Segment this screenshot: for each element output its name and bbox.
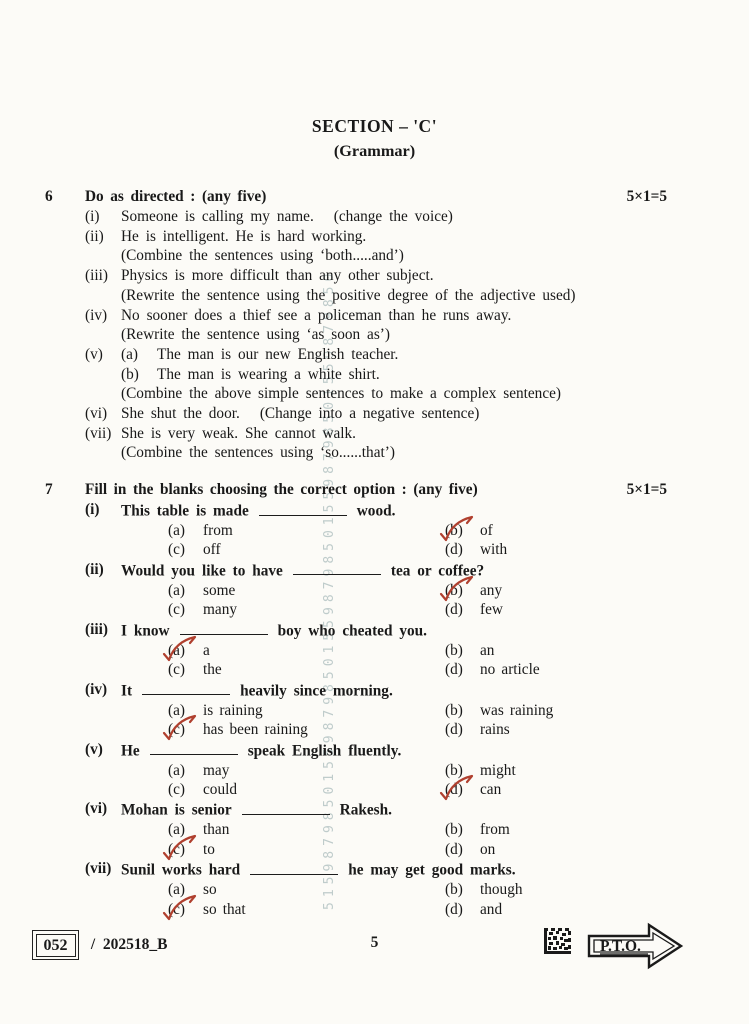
option-key-text: (d) <box>445 900 463 918</box>
option-key-text: (b) <box>445 881 463 899</box>
option-key <box>445 840 480 859</box>
page-number: 5 <box>370 934 379 951</box>
stem-after: boy who cheated you. <box>277 622 427 640</box>
question-6-items <box>85 207 667 463</box>
option-key-text: (b) <box>445 761 463 779</box>
question-number: 7 <box>45 481 53 498</box>
option-key <box>168 660 203 679</box>
item-label: (i) <box>85 208 100 225</box>
option-key <box>168 540 203 559</box>
booklet-code-value: 202518_B <box>102 935 168 953</box>
option-c <box>168 840 445 859</box>
question-7 <box>45 479 667 919</box>
option-d <box>445 660 667 679</box>
option-a <box>168 641 445 660</box>
option-key-text: (c) <box>168 661 185 679</box>
stem-before: I know <box>121 622 170 640</box>
q6-item-ii-instruction <box>85 246 667 266</box>
options <box>168 581 667 620</box>
option-key-text: (d) <box>445 781 463 798</box>
q7-item-iv <box>85 680 667 740</box>
option-c <box>168 540 445 559</box>
stem-after: heavily since morning. <box>240 682 393 700</box>
q6-item-vi <box>85 404 667 424</box>
option-key-text: (b) <box>445 701 463 719</box>
option-text: so that <box>203 900 246 918</box>
stem <box>85 500 667 521</box>
option-text: and <box>480 900 503 918</box>
stem-text <box>121 620 667 641</box>
option-key-text: (a) <box>168 881 185 899</box>
option-key-text: (d) <box>445 661 463 679</box>
option-key <box>445 701 480 720</box>
item-text: She shut the door. <box>121 405 240 423</box>
item-text: She is very weak. She cannot walk. <box>121 424 357 442</box>
item-label: (vi) <box>85 405 108 423</box>
option-text: on <box>480 840 496 858</box>
option-key-text: (a) <box>168 701 185 719</box>
option-key <box>445 581 480 600</box>
question-6-header <box>45 186 667 207</box>
item-label: (ii) <box>85 227 104 245</box>
option-key <box>168 761 203 780</box>
option-key <box>168 880 203 899</box>
option-text: with <box>480 541 508 559</box>
option-key-text: (c) <box>168 601 185 619</box>
option-b <box>445 820 667 839</box>
option-key <box>168 900 203 919</box>
option-key-text: (d) <box>445 601 463 619</box>
option-key-text: (d) <box>445 840 463 858</box>
item-text: (Combine the sentences using ‘so......that’) <box>121 444 395 462</box>
q7-item-vii <box>85 859 667 919</box>
option-key <box>168 701 203 720</box>
item-label: (vi) <box>85 800 108 818</box>
item-label: (v) <box>85 345 103 363</box>
option-key <box>168 840 203 859</box>
option-key-text: (c) <box>168 900 185 918</box>
pto-label: P.T.O. <box>600 938 641 955</box>
stem-text <box>121 500 667 521</box>
item-text: He is intelligent. He is hard working. <box>121 227 367 245</box>
option-key <box>168 641 203 660</box>
item-label: (vii) <box>85 860 112 878</box>
blank-line <box>142 680 230 696</box>
option-text: has been raining <box>203 721 308 739</box>
option-key-text: (d) <box>445 721 463 739</box>
option-text: the <box>203 661 222 679</box>
option-b <box>445 521 667 540</box>
option-key <box>445 780 480 799</box>
option-key <box>168 720 203 739</box>
stem-text <box>121 740 667 761</box>
question-7-header <box>45 479 667 500</box>
item-label <box>85 384 121 404</box>
question-7-items <box>85 500 667 919</box>
blank-line <box>250 859 338 875</box>
stem <box>85 560 667 581</box>
q7-item-vi <box>85 799 667 859</box>
stem-text <box>121 680 667 701</box>
item-text-wrap <box>121 207 667 227</box>
sub-label: (b) <box>121 365 139 383</box>
paper-code-value: 052 <box>36 934 76 957</box>
option-b <box>445 701 667 720</box>
option-key <box>168 581 203 600</box>
q6-item-iii-instruction <box>85 286 667 306</box>
option-text: is raining <box>203 701 263 719</box>
option-d <box>445 840 667 859</box>
option-text: could <box>203 781 237 798</box>
option-key <box>445 820 480 839</box>
q6-item-vii-instruction <box>85 443 667 463</box>
option-key <box>445 540 480 559</box>
stem-after: tea or coffee? <box>390 562 485 580</box>
option-text: so <box>203 881 217 899</box>
item-label: (iv) <box>85 306 108 324</box>
q7-item-iii <box>85 620 667 680</box>
option-c <box>168 780 445 799</box>
option-text: from <box>480 821 510 839</box>
option-c <box>168 660 445 679</box>
option-text: might <box>480 761 516 779</box>
option-d <box>445 600 667 619</box>
stem-before: Would you like to have <box>121 562 283 580</box>
item-text: (Combine the above simple sentences to make a complex sentence) <box>121 385 561 403</box>
item-text-wrap <box>121 345 667 365</box>
option-key <box>445 600 480 619</box>
option-c <box>168 600 445 619</box>
stem-after: he may get good marks. <box>348 861 516 879</box>
item-label: (iv) <box>85 680 108 698</box>
stem-before: Sunil works hard <box>121 861 241 879</box>
item-label: (v) <box>85 740 103 758</box>
option-key-text: (c) <box>168 781 185 798</box>
option-text: though <box>480 881 523 899</box>
stem <box>85 680 667 701</box>
option-a <box>168 761 445 780</box>
option-key-text: (d) <box>445 541 463 559</box>
blank-line <box>150 740 238 756</box>
options <box>168 880 667 919</box>
item-text: No sooner does a thief see a policeman than he runs away. <box>121 306 512 324</box>
q6-item-iv <box>85 306 667 326</box>
option-text: off <box>203 541 221 559</box>
options <box>168 761 667 800</box>
option-key <box>168 820 203 839</box>
q7-item-v <box>85 740 667 800</box>
separator-slash: / <box>90 935 96 953</box>
option-key <box>445 761 480 780</box>
question-6 <box>45 186 667 463</box>
option-text: rains <box>480 721 510 739</box>
q7-item-i <box>85 500 667 560</box>
item-text-wrap <box>121 404 667 424</box>
option-key-text: (a) <box>168 581 185 599</box>
option-text: few <box>480 601 503 619</box>
q6-item-v-b <box>85 365 667 385</box>
stem-text <box>121 859 667 880</box>
q6-item-vii <box>85 424 667 444</box>
option-text: than <box>203 821 230 839</box>
question-title: Do as directed : (any five) <box>85 188 267 205</box>
stem-before: Mohan is senior <box>121 801 232 819</box>
item-text: (Rewrite the sentence using ‘as soon as’) <box>121 326 390 344</box>
option-key-text: (a) <box>168 821 185 839</box>
item-label: (ii) <box>85 560 104 578</box>
option-text: many <box>203 601 237 619</box>
option-text: was raining <box>480 701 554 719</box>
option-text: a <box>203 641 210 659</box>
option-key <box>445 521 480 540</box>
blank-line <box>180 620 268 636</box>
stem-after: speak English fluently. <box>247 742 402 760</box>
option-b <box>445 761 667 780</box>
options <box>168 701 667 740</box>
stem-before: He <box>121 742 140 760</box>
q7-item-ii <box>85 560 667 620</box>
item-label <box>85 365 121 385</box>
section-subtitle: (Grammar) <box>333 141 416 160</box>
option-key <box>168 521 203 540</box>
option-c <box>168 720 445 739</box>
stem-after: wood. <box>356 502 396 520</box>
option-key-text: (b) <box>445 581 463 599</box>
item-label <box>85 246 121 266</box>
stem <box>85 620 667 641</box>
option-key <box>445 641 480 660</box>
option-key-text: (b) <box>445 641 463 659</box>
option-d <box>445 780 667 799</box>
question-marks: 5×1=5 <box>626 188 667 205</box>
option-key <box>445 660 480 679</box>
option-text: to <box>203 840 215 858</box>
option-key-text: (a) <box>168 761 185 779</box>
option-key-text: (a) <box>168 521 185 539</box>
q6-item-i <box>85 207 667 227</box>
item-text-wrap <box>121 365 667 385</box>
stem <box>85 859 667 880</box>
question-title: Fill in the blanks choosing the correct option : (any five) <box>85 481 478 498</box>
option-a <box>168 581 445 600</box>
option-key-text: (c) <box>168 541 185 559</box>
option-a <box>168 521 445 540</box>
item-label: (iii) <box>85 620 108 638</box>
item-text: Physics is more difficult than any other subject. <box>121 267 434 285</box>
question-marks: 5×1=5 <box>626 481 667 498</box>
option-text: no article <box>480 661 540 679</box>
option-text: of <box>480 521 493 539</box>
option-a <box>168 880 445 899</box>
q6-item-ii <box>85 227 667 247</box>
q6-item-v-a <box>85 345 667 365</box>
question-number: 6 <box>45 188 53 205</box>
item-text: (Combine the sentences using ‘both.....and’) <box>121 247 404 265</box>
q6-item-v-instruction <box>85 384 667 404</box>
pto-arrow-icon <box>585 920 685 972</box>
stem <box>85 799 667 820</box>
serial-watermark: 51598798501559879850155987985015598798501559879850 <box>322 268 337 910</box>
item-label <box>85 443 121 463</box>
blank-line <box>259 500 347 516</box>
q6-item-iii <box>85 266 667 286</box>
item-label: (i) <box>85 501 100 518</box>
stem <box>85 740 667 761</box>
item-text: (Rewrite the sentence using the positive degree of the adjective used) <box>121 286 576 304</box>
sub-label: (a) <box>121 345 138 363</box>
option-key <box>445 720 480 739</box>
option-key-text: (b) <box>445 521 463 539</box>
option-b <box>445 581 667 600</box>
blank-line <box>242 799 330 815</box>
item-text: The man is wearing a white shirt. <box>157 365 380 383</box>
option-text: an <box>480 641 495 659</box>
item-label <box>85 286 121 306</box>
option-d <box>445 720 667 739</box>
option-c <box>168 900 445 919</box>
item-text: Someone is calling my name. <box>121 208 314 225</box>
item-label: (iii) <box>85 267 108 285</box>
option-text: some <box>203 581 236 599</box>
stem-text <box>121 799 667 820</box>
item-text: The man is our new English teacher. <box>157 345 399 363</box>
item-note: (Change into a negative sentence) <box>259 405 480 423</box>
page-footer <box>30 926 719 981</box>
stem-before: This table is made <box>121 502 249 520</box>
option-key-text: (c) <box>168 721 185 739</box>
option-d <box>445 900 667 919</box>
stem-before: It <box>121 682 133 700</box>
section-title: SECTION – 'C' <box>311 116 438 136</box>
option-text: can <box>480 781 502 798</box>
section-heading <box>0 116 749 161</box>
option-key-text: (a) <box>168 641 185 659</box>
option-d <box>445 540 667 559</box>
item-label: (vii) <box>85 424 112 442</box>
options <box>168 521 667 560</box>
option-key <box>168 780 203 799</box>
option-key-text: (b) <box>445 821 463 839</box>
option-text: from <box>203 521 233 539</box>
item-note: (change the voice) <box>333 208 453 225</box>
stem-after: Rakesh. <box>339 801 392 819</box>
option-key <box>168 600 203 619</box>
option-key <box>445 880 480 899</box>
item-label <box>85 325 121 345</box>
option-a <box>168 701 445 720</box>
options <box>168 820 667 859</box>
option-a <box>168 820 445 839</box>
option-b <box>445 880 667 899</box>
option-key <box>445 900 480 919</box>
q6-item-iv-instruction <box>85 325 667 345</box>
option-key-text: (c) <box>168 840 185 858</box>
options <box>168 641 667 680</box>
stem-text <box>121 560 667 581</box>
datamatrix-barcode-icon <box>544 926 573 957</box>
option-b <box>445 641 667 660</box>
blank-line <box>293 560 381 576</box>
option-text: any <box>480 581 503 599</box>
option-text: may <box>203 761 230 779</box>
